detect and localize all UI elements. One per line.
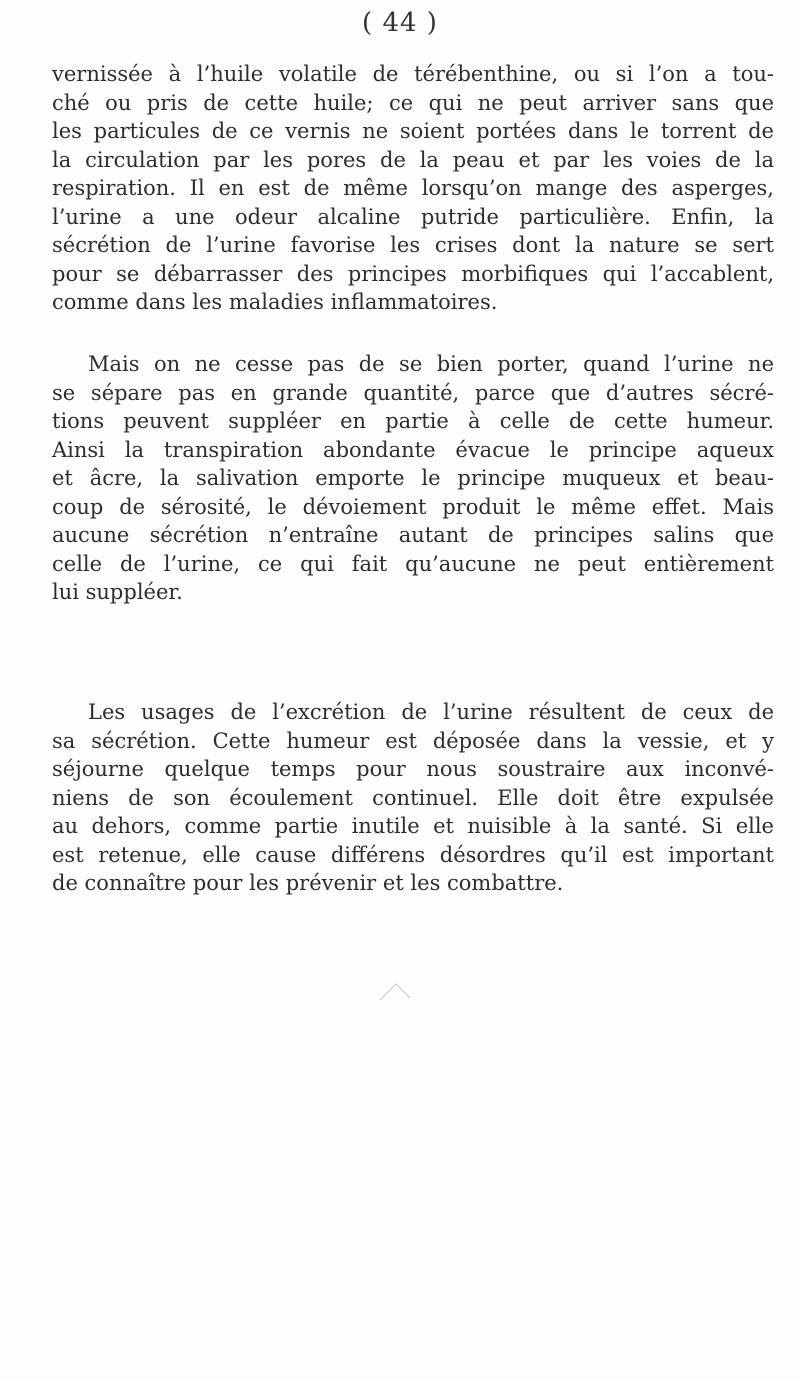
text-line: sécrétion de l’urine favorise les crises dont la nature se sert [52,233,774,257]
text-line: Mais on ne cesse pas de se bien porter, quand l’urine ne [88,352,774,376]
text-line: Les usages de l’excrétion de l’urine résultent de ceux de [88,700,774,724]
text-line: les particules de ce vernis ne soient portées dans le torrent de [52,119,774,143]
text-line: Ainsi la transpiration abondante évacue le principe aqueux [52,437,774,462]
text-line: aucune sécrétion n’entraîne autant de principes salins que [52,523,774,547]
page-number: ( 44 ) [362,8,438,38]
text-line: est retenue, elle cause différens désordres qu’il est important [52,842,774,867]
text-line: de connaître pour les prévenir et les combattre. [52,871,564,895]
text-line: au dehors, comme partie inutile et nuisible à la santé. Si elle [52,814,774,838]
text-line: niens de son écoulement continuel. Elle doit être expulsée [52,785,774,810]
text-line: ché ou pris de cette huile; ce qui ne peut arriver sans que [52,90,774,115]
text-line: respiration. Il en est de même lorsqu’on mange des asperges, [52,176,774,200]
text-line: séjourne quelque temps pour nous soustraire aux inconvé- [52,757,774,781]
paragraph-3 [52,698,774,898]
text-line: sa sécrétion. Cette humeur est déposée dans la vessie, et y [52,728,774,753]
text-line: l’urine a une odeur alcaline putride particulière. Enfin, la [52,204,774,229]
text-line: celle de l’urine, ce qui fait qu’aucune ne peut entièrement [52,551,774,576]
text-line: et âcre, la salivation emporte le principe muqueux et beau- [52,466,774,490]
paragraph-2 [52,350,774,607]
text-line: se sépare pas en grande quantité, parce que d’autres sécré- [52,380,774,405]
paragraph-1 [52,60,774,317]
text-line: tions peuvent suppléer en partie à celle de cette humeur. [52,409,774,433]
text-line: la circulation par les pores de la peau et par les voies de la [52,147,774,172]
text-line: comme dans les maladies inflammatoires. [52,290,498,314]
text-line: vernissée à l’huile volatile de térébenthine, ou si l’on a tou- [52,62,774,86]
text-line: pour se débarrasser des principes morbifiques qui l’accablent, [52,261,774,286]
faint-mark [378,980,412,1002]
text-line: lui suppléer. [52,580,183,604]
text-line: coup de sérosité, le dévoiement produit le même effet. Mais [52,494,774,519]
